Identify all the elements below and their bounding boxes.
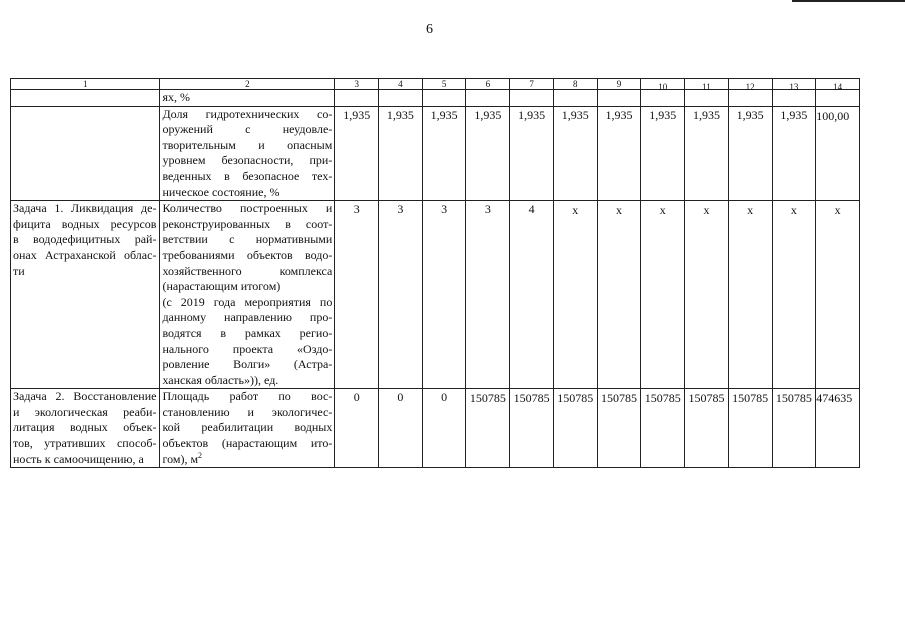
column-number-12: 12 xyxy=(728,79,772,90)
value-cell-col-5: 3 xyxy=(422,201,466,389)
indicator-line: творительным и опасным xyxy=(162,137,333,152)
value-cell-col-11: 1,935 xyxy=(685,106,729,201)
column-number-11: 11 xyxy=(685,79,729,90)
task-line: ность к самоочищению, а xyxy=(13,451,144,466)
column-number-1: 1 xyxy=(11,79,160,90)
task-line: в вододефицитных рай- xyxy=(13,232,157,247)
indicator-cell xyxy=(160,201,335,389)
value-cell-col-4: 1,935 xyxy=(379,106,423,201)
value-cell-col-14: 100,00 xyxy=(816,106,860,201)
indicator-line: требованиями объектов водо- xyxy=(162,247,333,262)
task-line: литация водных объек- xyxy=(13,420,157,435)
value-cell-col-4 xyxy=(379,90,423,107)
value-cell-col-10: 150785 xyxy=(641,389,685,468)
value-cell-col-10: х xyxy=(641,201,685,389)
indicator-line: гом), $м^2$ xyxy=(162,450,203,466)
value-cell-col-11: х xyxy=(685,201,729,389)
value-cell-col-3 xyxy=(335,90,379,107)
value-cell-col-8 xyxy=(553,90,597,107)
value-cell-col-4: 3 xyxy=(379,201,423,389)
value-cell-col-9 xyxy=(597,90,641,107)
value-cell-col-12: 1,935 xyxy=(728,106,772,201)
task-cell xyxy=(11,201,160,389)
indicator-line: реконструированных в соот- xyxy=(162,216,333,231)
column-number-10: 10 xyxy=(641,79,685,90)
table-row xyxy=(11,201,860,389)
value-cell-col-13: 1,935 xyxy=(772,106,816,201)
value-cell-col-8: 1,935 xyxy=(553,106,597,201)
task-line: тов, утративших способ- xyxy=(13,436,157,451)
column-number-13: 13 xyxy=(772,79,816,90)
indicator-line: оружений с неудовле- xyxy=(162,122,333,137)
top-edge-line xyxy=(792,0,905,2)
value-cell-col-7: 4 xyxy=(510,201,554,389)
task-line: и экологическая реаби- xyxy=(13,404,157,419)
value-cell-col-12: х xyxy=(728,201,772,389)
value-cell-col-12: 150785 xyxy=(728,389,772,468)
value-cell-col-11: 150785 xyxy=(685,389,729,468)
indicator-line: объектов (нарастающим ито- xyxy=(162,436,333,451)
column-number-3: 3 xyxy=(335,79,379,90)
indicator-line: (нарастающим итогом) xyxy=(162,279,281,294)
value-cell-col-7: 1,935 xyxy=(510,106,554,201)
column-number-5: 5 xyxy=(422,79,466,90)
task-line: ти xyxy=(13,263,25,278)
value-cell-col-14: 474635 xyxy=(816,389,860,468)
indicator-line: веденных в безопасное тех- xyxy=(162,168,333,183)
value-cell-col-4: 0 xyxy=(379,389,423,468)
indicator-cell xyxy=(160,90,335,107)
task-line: фицита водных ресурсов xyxy=(13,216,157,231)
value-cell-col-6 xyxy=(466,90,510,107)
indicator-line: хозяйственного комплекса xyxy=(162,263,333,278)
value-cell-col-13: 150785 xyxy=(772,389,816,468)
value-cell-col-9: 1,935 xyxy=(597,106,641,201)
column-number-14: 14 xyxy=(816,79,860,90)
indicator-line: (с 2019 года мероприятия по xyxy=(162,294,333,309)
column-number-7: 7 xyxy=(510,79,554,90)
value-cell-col-6: 3 xyxy=(466,201,510,389)
value-cell-col-8: 150785 xyxy=(553,389,597,468)
indicator-line: ханская область»)), ед. xyxy=(162,372,279,387)
value-cell-col-5: 0 xyxy=(422,389,466,468)
task-cell xyxy=(11,389,160,468)
page-number: 6 xyxy=(426,22,433,37)
column-number-4: 4 xyxy=(379,79,423,90)
table-row xyxy=(11,389,860,468)
value-cell-col-7 xyxy=(510,90,554,107)
value-cell-col-3: 3 xyxy=(335,201,379,389)
task-line: онах Астраханской облас- xyxy=(13,247,157,262)
value-cell-col-8: х xyxy=(553,201,597,389)
indicator-cell xyxy=(160,106,335,201)
task-cell xyxy=(11,90,160,107)
indicator-line: Количество построенных и xyxy=(162,201,333,216)
indicator-line: ветствии с нормативными xyxy=(162,232,333,247)
column-number-6: 6 xyxy=(466,79,510,90)
value-cell-col-6: 150785 xyxy=(466,389,510,468)
indicator-line: Площадь работ по вос- xyxy=(162,389,333,404)
header-row xyxy=(11,79,860,90)
indicator-line: становлению и экологичес- xyxy=(162,404,333,419)
indicator-line: ях, % xyxy=(162,90,190,104)
indicator-line: нального проекта «Оздо- xyxy=(162,341,333,356)
task-cell xyxy=(11,106,160,201)
indicator-line: ровление Волги» (Астра- xyxy=(162,357,333,372)
indicator-line: водятся в рамках регио- xyxy=(162,325,333,340)
value-cell-col-13: х xyxy=(772,201,816,389)
value-cell-col-6: 1,935 xyxy=(466,106,510,201)
indicator-line: кой реабилитации водных xyxy=(162,420,333,435)
value-cell-col-3: 1,935 xyxy=(335,106,379,201)
value-cell-col-7: 150785 xyxy=(510,389,554,468)
value-cell-col-10: 1,935 xyxy=(641,106,685,201)
indicator-line: Доля гидротехнических со- xyxy=(162,106,333,121)
task-line: Задача 2. Восстановление xyxy=(13,389,157,404)
value-cell-col-5 xyxy=(422,90,466,107)
indicator-line: ническое состояние, % xyxy=(162,184,280,199)
value-cell-col-9: 150785 xyxy=(597,389,641,468)
indicators-table xyxy=(10,78,860,468)
value-cell-col-3: 0 xyxy=(335,389,379,468)
table-row xyxy=(11,106,860,201)
column-number-9: 9 xyxy=(597,79,641,90)
indicator-line: уровнем безопасности, при- xyxy=(162,153,333,168)
column-number-8: 8 xyxy=(553,79,597,90)
table-row xyxy=(11,90,860,107)
value-cell-col-9: х xyxy=(597,201,641,389)
indicator-cell xyxy=(160,389,335,468)
column-number-2: 2 xyxy=(160,79,335,90)
value-cell-col-14: х xyxy=(816,201,860,389)
task-line: Задача 1. Ликвидация де- xyxy=(13,201,157,216)
value-cell-col-5: 1,935 xyxy=(422,106,466,201)
indicator-line: данному направлению про- xyxy=(162,310,333,325)
